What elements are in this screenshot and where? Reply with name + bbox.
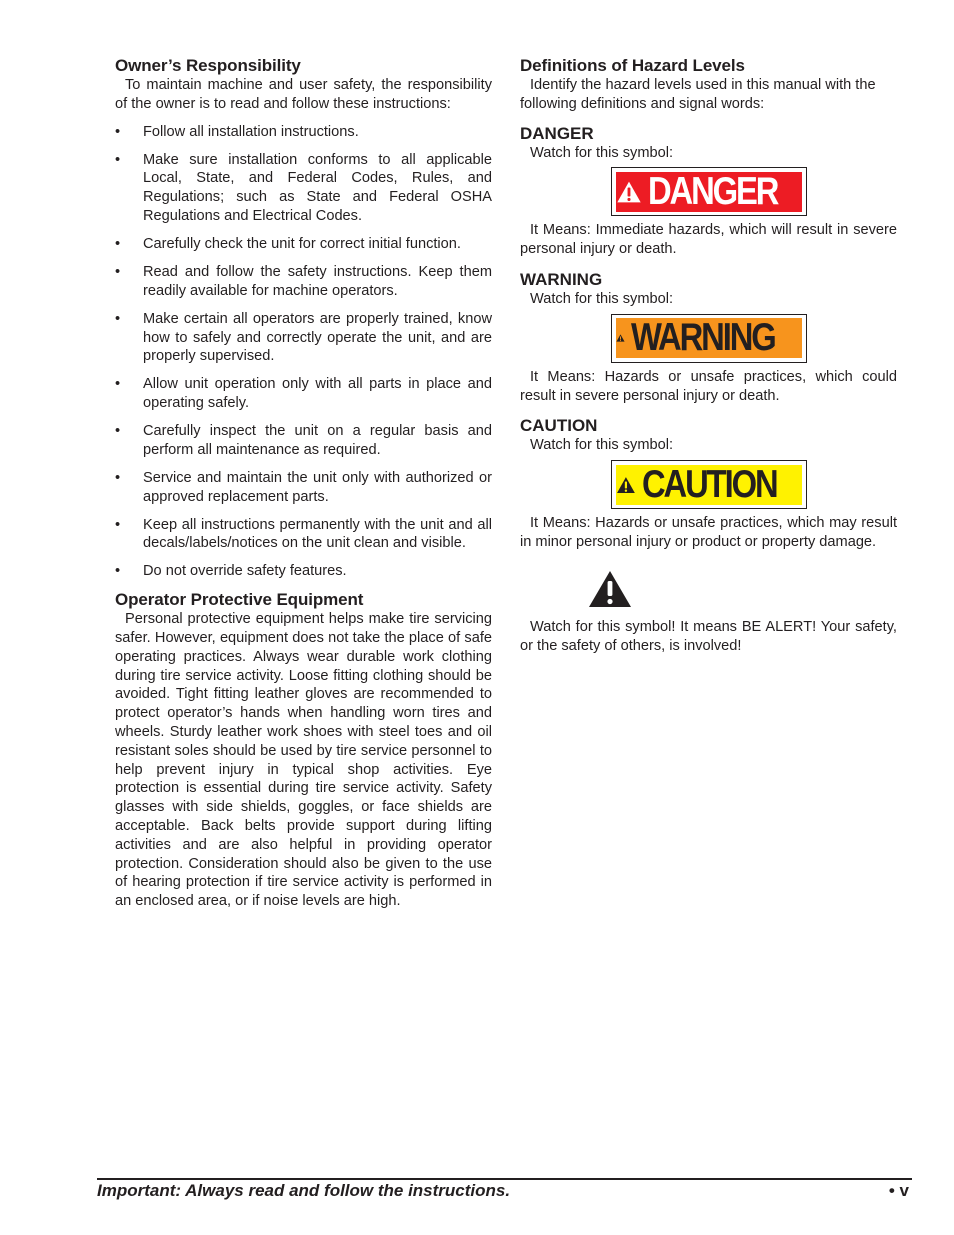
caution-sign bbox=[611, 460, 807, 509]
hazard-definitions-heading: Definitions of Hazard Levels bbox=[520, 56, 745, 75]
list-item: • Make sure installation conforms to all applicable Local, State, and Federal Codes, Rules, and Regulations; such as State and Federal OSHA Regulations and Electrical Codes. bbox=[115, 151, 492, 224]
list-item: • Allow unit operation only with all parts in place and operating safely. bbox=[115, 376, 492, 412]
warning-watch-text: Watch for this symbol: bbox=[530, 290, 674, 307]
warning-sign-panel bbox=[616, 318, 802, 358]
owners-responsibility-list bbox=[115, 123, 492, 582]
warning-alert-triangle-icon bbox=[616, 320, 625, 356]
page-number: • v bbox=[888, 1181, 909, 1200]
danger-sign bbox=[611, 167, 807, 216]
operator-protective-equipment-heading: Operator Protective Equipment bbox=[115, 590, 364, 610]
danger-alert-triangle-icon bbox=[616, 174, 642, 210]
list-item: • Do not override safety features. bbox=[115, 563, 347, 580]
list-item: • Carefully inspect the unit on a regular basis and perform all maintenance as required. bbox=[115, 423, 492, 458]
caution-heading: CAUTION bbox=[520, 416, 598, 436]
safety-alert-symbol-icon bbox=[588, 570, 632, 608]
danger-sign-panel bbox=[616, 169, 802, 213]
caution-sign-panel bbox=[616, 462, 802, 506]
list-item: • Follow all installation instructions. bbox=[115, 123, 359, 140]
warning-heading: WARNING bbox=[520, 269, 603, 289]
caution-alert-triangle-icon bbox=[616, 467, 636, 503]
alert-symbol-text: Watch for this symbol! It means BE ALERT! Your safety, or the safety of others, is involved! bbox=[520, 618, 897, 654]
warning-sign-word: WARNING bbox=[631, 316, 775, 360]
right-column bbox=[520, 55, 897, 655]
warning-sign bbox=[611, 314, 807, 363]
hazard-definitions-intro: Identify the hazard levels used in this manual with the following definitions and signal words: bbox=[520, 77, 876, 112]
owners-responsibility-heading: Owner’s Responsibility bbox=[115, 56, 301, 75]
left-column bbox=[115, 55, 492, 911]
list-item: • Carefully check the unit for correct initial function. bbox=[115, 235, 461, 252]
list-item: • Service and maintain the unit only with authorized or approved replacement parts. bbox=[115, 469, 492, 505]
caution-sign-word: CAUTION bbox=[641, 462, 777, 506]
list-item: • Keep all instructions permanently with the unit and all decals/labels/notices on the unit clean and visible. bbox=[115, 516, 492, 552]
danger-watch-text: Watch for this symbol: bbox=[530, 144, 674, 161]
warning-meaning: It Means: Hazards or unsafe practices, which could result in severe personal injury or death. bbox=[520, 368, 897, 404]
caution-watch-text: Watch for this symbol: bbox=[530, 437, 674, 454]
footer-rule bbox=[97, 1178, 912, 1180]
operator-protective-equipment-body: Personal protective equipment helps make tire servicing safer. However, equipment does not take the place of safe operating practices. Always wear durable work clothing during tire service activity. Loose fitting clothing should be avoided. Tight fitting leather gloves are recommended to protect operator’s hands when handling worn tires and wheels. Sturdy leather work shoes with steel toes and oil resistant soles should be used by tire service personnel to help prevent injury in typical shop activities. Eye protection is essential during tire service activity. Safety glasses with side shields, goggles, or face shields are acceptable. Back belts provide support during lifting activities and are also helpful in providing operator protection. Consideration should also be given to the use of hearing protection if tire service activity is performed in an enclosed area, or if noise levels are high. bbox=[115, 611, 492, 910]
owners-responsibility-intro: To maintain machine and user safety, the responsibility of the owner is to read and follow these instructions: bbox=[115, 77, 492, 112]
danger-sign-word: DANGER bbox=[647, 169, 778, 213]
danger-meaning: It Means: Immediate hazards, which will result in severe personal injury or death. bbox=[520, 222, 897, 258]
list-item: • Read and follow the safety instructions. Keep them readily available for machine operators. bbox=[115, 263, 492, 299]
footer-note: Important: Always read and follow the instructions. bbox=[97, 1181, 511, 1200]
alert-symbol-row bbox=[588, 570, 897, 610]
danger-heading: DANGER bbox=[520, 123, 594, 143]
caution-meaning: It Means: Hazards or unsafe practices, which may result in minor personal injury or product or property damage. bbox=[520, 515, 897, 550]
list-item: • Make certain all operators are properly trained, know how to safely and correctly operate the unit, and are properly supervised. bbox=[115, 310, 492, 365]
